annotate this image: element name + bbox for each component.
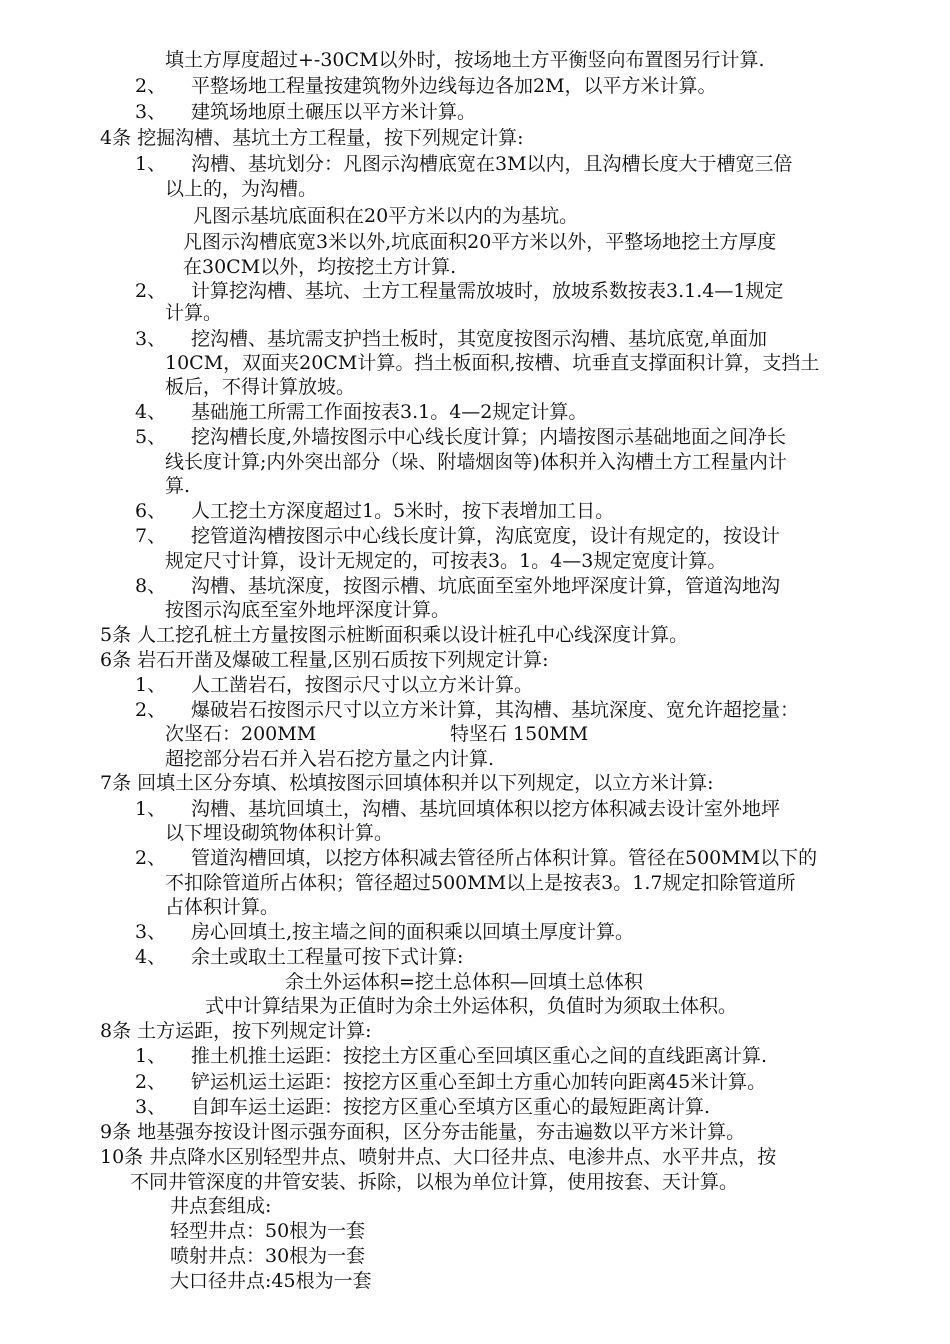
text-line: 式中计算结果为正值时为余土外运体积，负值时为须取土体积。 [205, 995, 738, 1017]
text-line: 次坚石：200MM [165, 723, 317, 745]
section-heading: 10条 井点降水区别轻型井点、喷射井点、大口径井点、电渗井点、水平井点，按 [100, 1146, 777, 1168]
list-item: 4、 基础施工所需工作面按表3.1。4—2规定计算。 [135, 401, 588, 423]
list-item: 2、 爆破岩石按图示尺寸以立方米计算，其沟槽、基坑深度、宽允许超挖量： [135, 699, 800, 721]
list-item: 3、 自卸车运土运距：按挖方区重心至填方区重心的最短距离计算. [135, 1096, 711, 1118]
text-line: 凡图示沟槽底宽3米以外,坑底面积20平方米以外，平整场地挖土方厚度 [183, 231, 777, 253]
text-line: 大口径井点:45根为一套 [170, 1270, 372, 1292]
text-line: 线长度计算;内外突出部分（垛、附墙烟囱等)体积并入沟槽土方工程量内计 [165, 451, 787, 473]
text-line: 井点套组成: [170, 1195, 272, 1217]
section-heading: 9条 地基强夯按设计图示强夯面积，区分夯击能量，夯击遍数以平方米计算。 [100, 1121, 746, 1143]
text-line: 凡图示基坑底面积在20平方米以内的为基坑。 [193, 205, 579, 227]
text-line: 不同井管深度的井管安装、拆除，以根为单位计算，使用按套、天计算。 [130, 1171, 739, 1193]
section-heading: 8条 土方运距，按下列规定计算: [100, 1020, 372, 1042]
section-heading: 5条 人工挖孔桩土方量按图示桩断面积乘以设计桩孔中心线深度计算。 [100, 624, 689, 646]
text-line: 占体积计算。 [165, 896, 280, 918]
list-item: 8、 沟槽、基坑深度，按图示槽、坑底面至室外地坪深度计算，管道沟地沟 [135, 575, 781, 597]
list-item: 3、 房心回填土,按主墙之间的面积乘以回填土厚度计算。 [135, 921, 635, 943]
list-item: 2、 铲运机运土运距：按挖方区重心至卸土方重心加转向距离45米计算。 [135, 1071, 767, 1093]
list-item: 3、 建筑场地原土碾压以平方米计算。 [135, 101, 477, 123]
text-line: 板后，不得计算放坡。 [165, 376, 356, 398]
text-line: 超挖部分岩石并入岩石挖方量之内计算. [165, 748, 495, 770]
list-item: 4、 余土或取土工程量可按下式计算: [135, 946, 464, 968]
list-item: 1、 人工凿岩石，按图示尺寸以立方米计算。 [135, 674, 534, 696]
list-item: 7、 挖管道沟槽按图示中心线长度计算，沟底宽度，设计有规定的，按设计 [135, 525, 781, 547]
section-heading: 4条 挖掘沟槽、基坑土方工程量，按下列规定计算: [100, 127, 524, 149]
list-item: 1、 沟槽、基坑回填土，沟槽、基坑回填体积以挖方体积减去设计室外地坪 [135, 798, 781, 820]
section-heading: 6条 岩石开凿及爆破工程量,区别石质按下列规定计算: [100, 649, 549, 671]
text-line: 特坚石 150MM [450, 723, 589, 745]
text-line: 在30CM以外，均按挖土方计算. [183, 256, 457, 278]
list-item: 2、 计算挖沟槽、基坑、土方工程量需放坡时，放坡系数按表3.1.4—1规定 [135, 280, 784, 302]
formula-line: 余土外运体积=挖土总体积—回填土总体积 [285, 971, 643, 993]
text-line: 以下埋设砌筑物体积计算。 [165, 822, 394, 844]
text-line: 算. [165, 475, 191, 497]
list-item: 1、 推土机推土运距：按挖土方区重心至回填区重心之间的直线距离计算. [135, 1045, 768, 1067]
text-line: 计算。 [165, 302, 223, 324]
list-item: 6、 人工挖土方深度超过1。5米时，按下表增加工日。 [135, 500, 615, 522]
text-line: 按图示沟底至室外地坪深度计算。 [165, 599, 451, 621]
text-line: 填土方厚度超过+-30CM以外时，按场地土方平衡竖向布置图另行计算. [165, 49, 765, 71]
text-line: 规定尺寸计算，设计无规定的，可按表3。1。4—3规定宽度计算。 [165, 550, 727, 572]
list-item: 5、 挖沟槽长度,外墙按图示中心线长度计算；内墙按图示基础地面之间净长 [135, 426, 787, 448]
list-item: 2、 平整场地工程量按建筑物外边线每边各加2M，以平方米计算。 [135, 75, 717, 97]
text-line: 以上的，为沟槽。 [165, 178, 318, 200]
text-line: 不扣除管道所占体积；管径超过500MM以上是按表3。1.7规定扣除管道所 [165, 872, 796, 894]
list-item: 2、 管道沟槽回填，以挖方体积减去管径所占体积计算。管径在500MM以下的 [135, 847, 818, 869]
text-line: 轻型井点：50根为一套 [170, 1220, 366, 1242]
list-item: 3、 挖沟槽、基坑需支护挡土板时，其宽度按图示沟槽、基坑底宽,单面加 [135, 328, 768, 350]
section-heading: 7条 回填土区分夯填、松填按图示回填体积并以下列规定，以立方米计算: [100, 772, 714, 794]
text-line: 10CM，双面夹20CM计算。挡土板面积,按槽、坑垂直支撑面积计算，支挡土 [165, 352, 820, 374]
list-item: 1、 沟槽、基坑划分：凡图示沟槽底宽在3M以内，且沟槽长度大于槽宽三倍 [135, 153, 793, 175]
text-line: 喷射井点：30根为一套 [170, 1245, 366, 1267]
